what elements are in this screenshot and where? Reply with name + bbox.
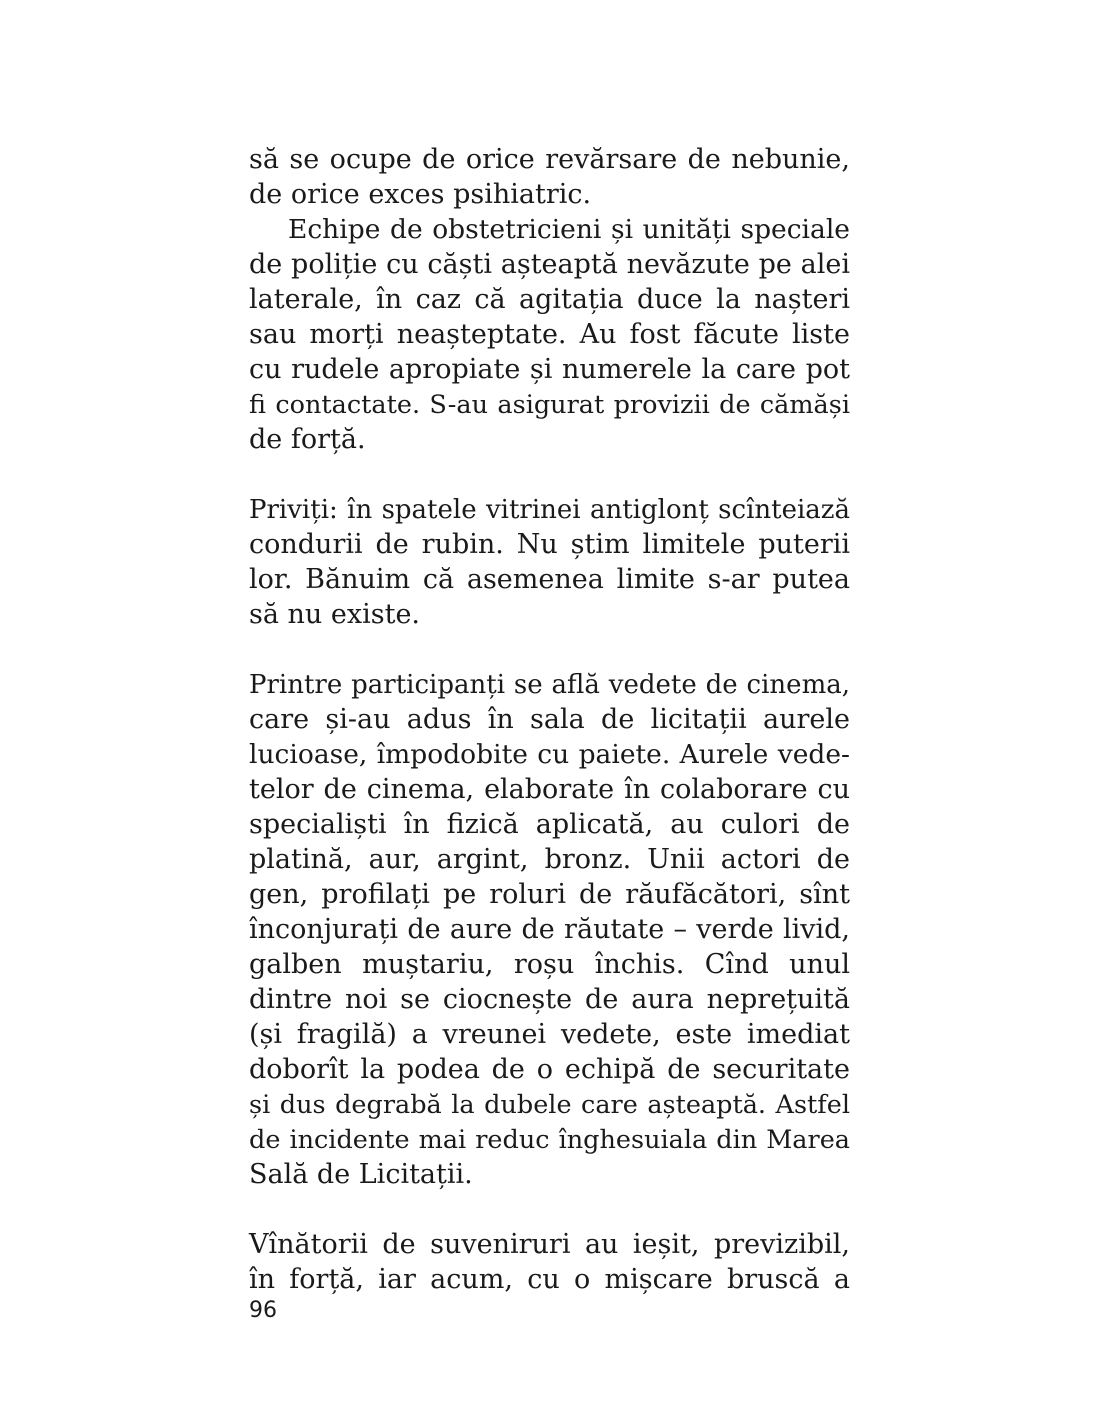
text-line: platină, aur, argint, bronz. Unii actori de bbox=[249, 844, 850, 875]
text-line: telor de cinema, elaborate în colaborare cu bbox=[249, 774, 850, 805]
text-line: de poliție cu căști așteaptă nevăzute pe alei bbox=[249, 249, 850, 280]
text-line: lor. Bănuim că asemenea limite s-ar putea bbox=[249, 564, 850, 595]
text-line: care și-au adus în sala de licitații aurele bbox=[249, 704, 850, 735]
text-line: Priviți: în spatele vitrinei antiglonț scînteiază bbox=[249, 495, 850, 525]
text-line: dintre noi se ciocnește de aura neprețuită bbox=[249, 984, 850, 1015]
text-line: să nu existe. bbox=[249, 599, 421, 630]
text-line: Sală de Licitații. bbox=[249, 1159, 473, 1190]
text-line: gen, profilați pe roluri de răufăcători, sînt bbox=[249, 879, 850, 910]
text-line: Vînătorii de suveniruri au ieșit, previzibil, bbox=[249, 1229, 850, 1260]
text-line: sau morți neașteptate. Au fost făcute liste bbox=[249, 319, 850, 350]
text-line: de forță. bbox=[249, 424, 366, 455]
text-line: (și fragilă) a vreunei vedete, este imediat bbox=[249, 1019, 850, 1050]
text-line: galben muștariu, roșu închis. Cînd unul bbox=[249, 949, 850, 980]
text-line: de incidente mai reduc înghesuiala din Marea bbox=[249, 1125, 850, 1155]
text-line: laterale, în caz că agitația duce la nașteri bbox=[249, 284, 850, 315]
page-number: 96 bbox=[249, 1298, 277, 1323]
text-line: cu rudele apropiate și numerele la care pot bbox=[249, 354, 850, 385]
text-line: de orice exces psihiatric. bbox=[249, 179, 592, 210]
text-line: doborît la podea de o echipă de securitate bbox=[249, 1054, 850, 1085]
text-line: fi contactate. S-au asigurat provizii de cămăși bbox=[249, 390, 850, 420]
text-line: să se ocupe de orice revărsare de nebunie, bbox=[249, 144, 850, 175]
text-line: lucioase, împodobite cu paiete. Aurele vede- bbox=[249, 739, 850, 770]
text-line: Echipe de obstetricieni și unități speciale bbox=[288, 214, 850, 245]
text-line: în forță, iar acum, cu o mișcare bruscă a bbox=[249, 1264, 850, 1295]
text-line: condurii de rubin. Nu știm limitele puterii bbox=[249, 529, 850, 560]
text-line: și dus degrabă la dubele care așteaptă. Astfel bbox=[249, 1090, 850, 1120]
text-line: specialiști în fizică aplicată, au culori de bbox=[249, 809, 850, 840]
text-line: înconjurați de aure de răutate – verde livid, bbox=[249, 914, 850, 945]
text-line: Printre participanți se află vedete de cinema, bbox=[249, 670, 850, 700]
